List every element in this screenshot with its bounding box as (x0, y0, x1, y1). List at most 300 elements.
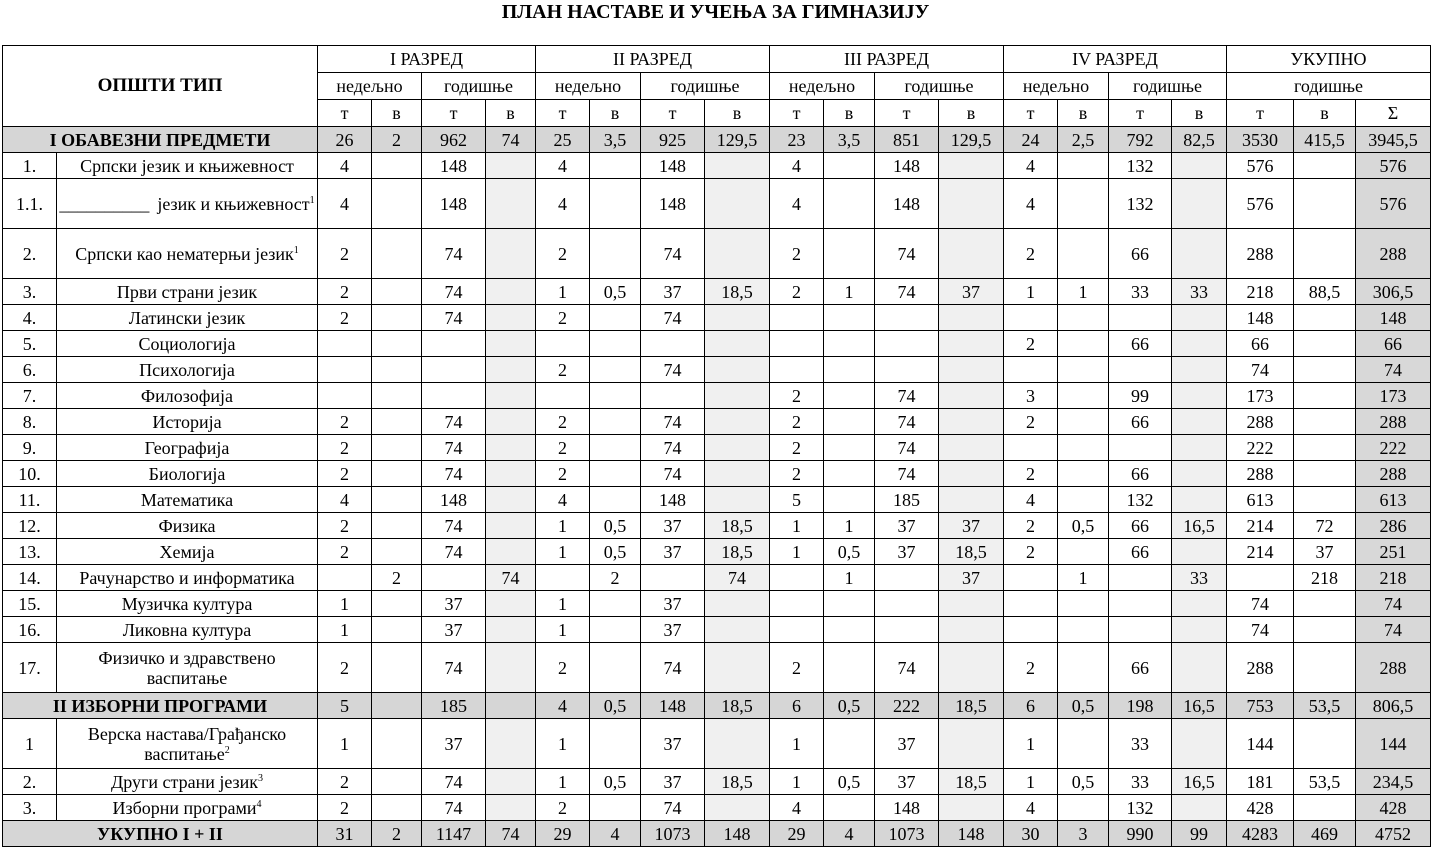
cell-value (824, 409, 875, 435)
cell-value: 148 (422, 487, 486, 513)
cell-value (372, 487, 422, 513)
cell-value (590, 383, 641, 409)
cell-value (486, 539, 536, 565)
cell-value (486, 357, 536, 383)
table-row (3, 383, 1431, 409)
weekly-header: недељно (536, 73, 641, 100)
cell-value (1004, 617, 1058, 643)
table-row (3, 435, 1431, 461)
cell-value: 222 (875, 693, 939, 719)
table-row (3, 487, 1431, 513)
cell-value: 173 (1356, 383, 1431, 409)
cell-value (590, 357, 641, 383)
row-number: 11. (3, 487, 57, 513)
cell-value: 4 (1004, 795, 1058, 821)
cell-value: 148 (422, 153, 486, 179)
cell-value: 2 (1004, 331, 1058, 357)
cell-value (824, 617, 875, 643)
cell-value: 6 (1004, 693, 1058, 719)
subject-name: Историја (57, 409, 318, 435)
cell-value: 2 (318, 795, 372, 821)
cell-value (1109, 617, 1172, 643)
row-number: 12. (3, 513, 57, 539)
cell-value: 0,5 (590, 539, 641, 565)
cell-value: 37 (641, 719, 705, 769)
table-row (3, 769, 1431, 795)
cell-value: 3530 (1227, 127, 1294, 153)
cell-value (372, 153, 422, 179)
table-row (3, 795, 1431, 821)
cell-value: 74 (641, 229, 705, 279)
cell-value: 2 (536, 229, 590, 279)
cell-value: 0,5 (590, 279, 641, 305)
cell-value: 74 (641, 305, 705, 331)
cell-value: 1 (824, 513, 875, 539)
cell-value (641, 565, 705, 591)
cell-value: 33 (1109, 769, 1172, 795)
cell-value: 148 (939, 821, 1004, 847)
cell-value (486, 617, 536, 643)
table-row (3, 153, 1431, 179)
cell-value: 74 (641, 461, 705, 487)
cell-value (590, 643, 641, 693)
row-number: 10. (3, 461, 57, 487)
cell-value: 2 (770, 461, 824, 487)
cell-value (1172, 487, 1227, 513)
footnote-marker: 4 (256, 798, 262, 810)
cell-value: 37 (422, 719, 486, 769)
cell-value: 4 (1004, 153, 1058, 179)
footnote-marker: 1 (293, 244, 299, 256)
cell-value: 792 (1109, 127, 1172, 153)
cell-value: 2 (318, 461, 372, 487)
row-number: 1. (3, 153, 57, 179)
cell-value: 2 (536, 435, 590, 461)
cell-value: 37 (641, 769, 705, 795)
cell-value: 74 (1356, 591, 1431, 617)
cell-value: 4 (536, 179, 590, 229)
cell-value: 214 (1227, 513, 1294, 539)
footnote-marker: 2 (224, 744, 230, 756)
cell-value: 66 (1109, 409, 1172, 435)
cell-value (939, 435, 1004, 461)
cell-value (1294, 331, 1356, 357)
cell-value: 66 (1227, 331, 1294, 357)
subject-name: Српски као нематерњи језик$^1$ (57, 229, 318, 279)
yearly-header: годишње (422, 73, 536, 100)
cell-value (875, 305, 939, 331)
cell-value (824, 357, 875, 383)
cell-value: 173 (1227, 383, 1294, 409)
cell-value (939, 357, 1004, 383)
cell-value: 74 (486, 565, 536, 591)
cell-value: 469 (1294, 821, 1356, 847)
section-mandatory (3, 127, 1431, 153)
cell-value (770, 331, 824, 357)
cell-value: 806,5 (1356, 693, 1431, 719)
cell-value: 148 (641, 693, 705, 719)
cell-value: 2 (536, 305, 590, 331)
cell-value (824, 795, 875, 821)
cell-value: 2 (770, 383, 824, 409)
cell-value (422, 357, 486, 383)
cell-value: 16,5 (1172, 769, 1227, 795)
practice-col-header: в (824, 100, 875, 127)
cell-value: 3 (1058, 821, 1109, 847)
subject-name: Физичко и здравствено васпитање (57, 643, 318, 693)
cell-value (590, 461, 641, 487)
cell-value: 1 (824, 279, 875, 305)
subject-name: Психологија (57, 357, 318, 383)
cell-value: 66 (1109, 513, 1172, 539)
cell-value: 148 (1356, 305, 1431, 331)
practice-col-header: в (1294, 100, 1356, 127)
cell-value (1058, 487, 1109, 513)
cell-value (770, 305, 824, 331)
cell-value (1058, 643, 1109, 693)
cell-value: 1073 (641, 821, 705, 847)
blank-language-field: __________ (59, 193, 150, 214)
cell-value (939, 487, 1004, 513)
cell-value: 144 (1356, 719, 1431, 769)
section-elective (3, 693, 1431, 719)
cell-value: 37 (875, 719, 939, 769)
cell-value (1172, 461, 1227, 487)
cell-value: 2 (536, 409, 590, 435)
cell-value (372, 693, 422, 719)
theory-col-header: т (875, 100, 939, 127)
cell-value (372, 461, 422, 487)
cell-value: 1 (318, 617, 372, 643)
cell-value: 148 (875, 153, 939, 179)
cell-value (1058, 461, 1109, 487)
cell-value: 74 (875, 461, 939, 487)
cell-value (770, 357, 824, 383)
cell-value (705, 461, 770, 487)
cell-value: 3,5 (590, 127, 641, 153)
cell-value: 286 (1356, 513, 1431, 539)
cell-value (318, 383, 372, 409)
cell-value: 66 (1109, 461, 1172, 487)
cell-value (486, 409, 536, 435)
cell-value: 234,5 (1356, 769, 1431, 795)
cell-value: 74 (422, 769, 486, 795)
cell-value: 82,5 (1172, 127, 1227, 153)
cell-value: 66 (1356, 331, 1431, 357)
cell-value: 0,5 (824, 539, 875, 565)
cell-value: 66 (1109, 539, 1172, 565)
cell-value (1294, 305, 1356, 331)
cell-value (1058, 229, 1109, 279)
subject-name: Социологија (57, 331, 318, 357)
cell-value (1058, 435, 1109, 461)
cell-value: 66 (1109, 331, 1172, 357)
cell-value: 251 (1356, 539, 1431, 565)
cell-value (939, 229, 1004, 279)
cell-value (824, 435, 875, 461)
cell-value (1172, 229, 1227, 279)
cell-value (824, 487, 875, 513)
grade-header-4: IV РАЗРЕД (1004, 46, 1227, 73)
cell-value: 851 (875, 127, 939, 153)
cell-value: 2 (318, 435, 372, 461)
row-number: 4. (3, 305, 57, 331)
cell-value: 2 (1004, 513, 1058, 539)
cell-value (318, 357, 372, 383)
cell-value (705, 331, 770, 357)
cell-value: 2 (318, 229, 372, 279)
cell-value: 74 (422, 461, 486, 487)
cell-value (590, 617, 641, 643)
subject-name: Други страни језик$^3$ (57, 769, 318, 795)
cell-value: 24 (1004, 127, 1058, 153)
cell-value: 148 (875, 179, 939, 229)
row-number: 15. (3, 591, 57, 617)
cell-value (422, 331, 486, 357)
cell-value: 2 (536, 357, 590, 383)
cell-value (1172, 539, 1227, 565)
cell-value: 18,5 (939, 769, 1004, 795)
cell-value: 5 (770, 487, 824, 513)
cell-value (1294, 487, 1356, 513)
cell-value (641, 383, 705, 409)
cell-value (1058, 539, 1109, 565)
practice-col-header: в (590, 100, 641, 127)
cell-value (486, 435, 536, 461)
table-row (3, 409, 1431, 435)
cell-value: 18,5 (705, 279, 770, 305)
cell-value (486, 153, 536, 179)
cell-value: 1 (536, 279, 590, 305)
cell-value (372, 357, 422, 383)
cell-value: 218 (1356, 565, 1431, 591)
row-number: 2. (3, 769, 57, 795)
cell-value (1109, 591, 1172, 617)
table-row (3, 719, 1431, 769)
cell-value (372, 539, 422, 565)
cell-value: 132 (1109, 795, 1172, 821)
cell-value: 4 (1004, 487, 1058, 513)
cell-value: 4 (770, 179, 824, 229)
grade-header-1: I РАЗРЕД (318, 46, 536, 73)
cell-value (705, 591, 770, 617)
cell-value: 148 (422, 179, 486, 229)
cell-value: 0,5 (590, 769, 641, 795)
cell-value: 148 (641, 153, 705, 179)
cell-value: 2 (770, 279, 824, 305)
cell-value (1172, 383, 1227, 409)
cell-value: 88,5 (1294, 279, 1356, 305)
cell-value: 4283 (1227, 821, 1294, 847)
cell-value: 1 (536, 591, 590, 617)
cell-value: 2,5 (1058, 127, 1109, 153)
cell-value (590, 179, 641, 229)
subject-name: Филозофија (57, 383, 318, 409)
cell-value: 288 (1227, 409, 1294, 435)
cell-value (1294, 617, 1356, 643)
cell-value (1058, 179, 1109, 229)
cell-value: 1 (770, 719, 824, 769)
cell-value: 74 (486, 821, 536, 847)
cell-value (1058, 409, 1109, 435)
cell-value: 1 (1058, 279, 1109, 305)
cell-value: 185 (875, 487, 939, 513)
cell-value: 37 (641, 591, 705, 617)
cell-value (590, 487, 641, 513)
cell-value: 1 (1058, 565, 1109, 591)
row-number: 17. (3, 643, 57, 693)
section-total-label: УКУПНО I + II (3, 821, 318, 847)
cell-value: 99 (1172, 821, 1227, 847)
cell-value: 4 (536, 693, 590, 719)
cell-value: 4 (1004, 179, 1058, 229)
cell-value: 613 (1227, 487, 1294, 513)
cell-value: 33 (1172, 279, 1227, 305)
cell-value: 37 (939, 513, 1004, 539)
cell-value: 2 (590, 565, 641, 591)
cell-value: 37 (939, 565, 1004, 591)
cell-value (1294, 795, 1356, 821)
row-number: 16. (3, 617, 57, 643)
cell-value (705, 179, 770, 229)
cell-value (1109, 305, 1172, 331)
cell-value: 288 (1356, 461, 1431, 487)
table-row (3, 565, 1431, 591)
cell-value (939, 383, 1004, 409)
cell-value: 613 (1356, 487, 1431, 513)
theory-col-header: т (422, 100, 486, 127)
cell-value: 4 (318, 487, 372, 513)
row-number: 13. (3, 539, 57, 565)
cell-value (1058, 795, 1109, 821)
cell-value: 576 (1356, 153, 1431, 179)
cell-value (486, 279, 536, 305)
cell-value (939, 643, 1004, 693)
cell-value (939, 305, 1004, 331)
cell-value (824, 331, 875, 357)
cell-value: 1 (1004, 279, 1058, 305)
cell-value: 23 (770, 127, 824, 153)
table-row (3, 357, 1431, 383)
cell-value (486, 487, 536, 513)
cell-value (372, 409, 422, 435)
cell-value: 1 (536, 513, 590, 539)
cell-value: 74 (422, 409, 486, 435)
cell-value: 37 (939, 279, 1004, 305)
cell-value (939, 331, 1004, 357)
cell-value: 2 (318, 279, 372, 305)
cell-value: 1 (318, 719, 372, 769)
cell-value (705, 229, 770, 279)
cell-value (1294, 591, 1356, 617)
cell-value: 30 (1004, 821, 1058, 847)
table-row (3, 591, 1431, 617)
table-row (3, 229, 1431, 279)
subject-name: Музичка култура (57, 591, 318, 617)
cell-value (875, 565, 939, 591)
cell-value: 2 (770, 229, 824, 279)
cell-value (486, 461, 536, 487)
row-number: 14. (3, 565, 57, 591)
cell-value (705, 487, 770, 513)
cell-value: 2 (1004, 409, 1058, 435)
cell-value (1058, 719, 1109, 769)
cell-value: 2 (1004, 539, 1058, 565)
cell-value: 66 (1109, 643, 1172, 693)
cell-value: 74 (641, 357, 705, 383)
cell-value: 74 (875, 409, 939, 435)
cell-value: 925 (641, 127, 705, 153)
cell-value: 37 (641, 513, 705, 539)
section-total (3, 821, 1431, 847)
cell-value: 3945,5 (1356, 127, 1431, 153)
cell-value (939, 153, 1004, 179)
cell-value (1172, 357, 1227, 383)
cell-value: 218 (1227, 279, 1294, 305)
cell-value (1172, 435, 1227, 461)
cell-value (875, 331, 939, 357)
cell-value: 25 (536, 127, 590, 153)
cell-value: 288 (1356, 229, 1431, 279)
weekly-header: недељно (770, 73, 875, 100)
cell-value: 18,5 (705, 769, 770, 795)
cell-value: 6 (770, 693, 824, 719)
subject-name: Први страни језик (57, 279, 318, 305)
yearly-header: годишње (641, 73, 770, 100)
cell-value (486, 305, 536, 331)
cell-value (939, 409, 1004, 435)
cell-value (1294, 357, 1356, 383)
cell-value (422, 565, 486, 591)
cell-value (372, 719, 422, 769)
cell-value: 74 (422, 229, 486, 279)
theory-col-header: т (1227, 100, 1294, 127)
cell-value: 37 (1294, 539, 1356, 565)
cell-value (1172, 643, 1227, 693)
cell-value: 4 (318, 179, 372, 229)
weekly-header: недељно (318, 73, 422, 100)
cell-value (1058, 331, 1109, 357)
cell-value: 2 (1004, 229, 1058, 279)
practice-col-header: в (1172, 100, 1227, 127)
cell-value: 129,5 (705, 127, 770, 153)
cell-value: 16,5 (1172, 693, 1227, 719)
cell-value: 18,5 (705, 513, 770, 539)
row-number: 1 (3, 719, 57, 769)
cell-value (1109, 565, 1172, 591)
cell-value (824, 153, 875, 179)
cell-value: 185 (422, 693, 486, 719)
theory-col-header: т (1109, 100, 1172, 127)
cell-value (875, 591, 939, 617)
cell-value: 74 (875, 229, 939, 279)
cell-value: 132 (1109, 179, 1172, 229)
cell-value: 2 (318, 513, 372, 539)
subject-name: Ликовна култура (57, 617, 318, 643)
cell-value: 148 (641, 487, 705, 513)
cell-value: 37 (422, 617, 486, 643)
row-number: 6. (3, 357, 57, 383)
cell-value: 2 (536, 795, 590, 821)
section-elective-label: II ИЗБОРНИ ПРОГРАМИ (3, 693, 318, 719)
cell-value: 74 (641, 643, 705, 693)
cell-value: 74 (1227, 357, 1294, 383)
page-title: ПЛАН НАСТАВЕ И УЧЕЊА ЗА ГИМНАЗИЈУ (501, 1, 930, 23)
theory-col-header: т (641, 100, 705, 127)
cell-value: 129,5 (939, 127, 1004, 153)
cell-value (939, 617, 1004, 643)
cell-value: 18,5 (705, 693, 770, 719)
